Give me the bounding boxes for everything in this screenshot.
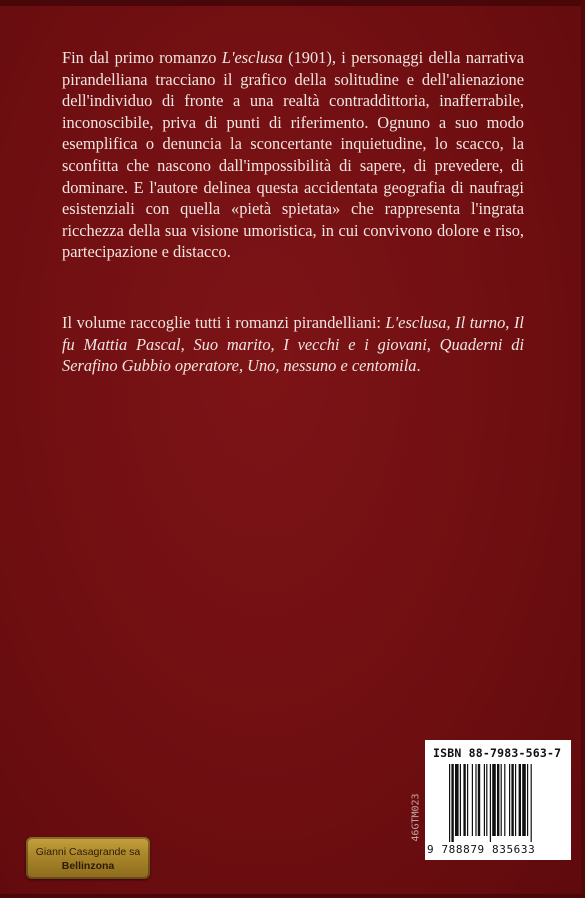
barcode-bar — [451, 764, 453, 842]
vertical-code-text: 46GTM023 — [410, 793, 422, 842]
sticker-line-1: Gianni Casagrande sa — [35, 846, 141, 858]
barcode-bar — [504, 764, 505, 836]
barcode-bar — [463, 764, 465, 836]
isbn-text: ISBN 88-7983-563-7 — [433, 746, 562, 760]
barcode-bar — [475, 764, 476, 836]
blurb-1-rest: (1901), i personaggi della narrativa pirandelliana tracciano il grafico della solitudine e dell'alienazione dell'individuo di fronte a una realtà contraddittoria, inafferrabile, inconoscibile, priva di punti di riferimento. Ognuno a suo modo esemplifica o denuncia la sconcertante inquietudine, lo scacco, la sconfitta che nascono dall'impossibilità di sapere, di prevedere, di dominare. E l'autore delinea questa accidentata geografia di naufragi esistenziali con quella «pietà spietata» che rappresenta l'ingrata ricchezza della sua visione umoristica, in cui convivono dolore e riso, partecipazione e distacco. — [62, 48, 524, 262]
blurb-2-end: . — [416, 356, 421, 376]
cover-right-edge — [581, 0, 585, 898]
barcode-bar — [486, 764, 487, 836]
barcode-bar — [497, 764, 499, 836]
sticker-line-2: Bellinzona — [61, 860, 115, 872]
barcode-bar — [519, 764, 521, 836]
barcode-label — [425, 740, 571, 860]
blurb-2-titles: L'esclusa, Il turno, Il fu Mattia Pascal, Suo marito, I vecchi e i giovani, Quaderni di Serafino Gubbio operatore, Uno, nessuno e centomila — [62, 313, 524, 376]
blurb-1-lead: Fin dal primo romanzo — [62, 48, 222, 67]
barcode-icon — [449, 764, 561, 842]
barcode-bar — [531, 764, 532, 842]
barcode-bar — [501, 764, 502, 836]
barcode-bar — [449, 764, 450, 842]
barcode-bar — [522, 764, 526, 836]
blurb-paragraph-2 — [62, 312, 524, 377]
blurb-1-title: L'esclusa — [221, 48, 283, 67]
barcode-bar — [472, 764, 473, 836]
barcode-bar — [455, 764, 459, 836]
ean-digits: 9 788879 835633 — [427, 843, 536, 856]
barcode-bar — [515, 764, 516, 836]
barcode-bar — [460, 764, 461, 836]
vertical-product-code — [408, 790, 422, 850]
barcode-bar — [484, 764, 485, 836]
barcode-bar — [511, 764, 513, 836]
blurb-2-lead: Il volume raccoglie tutti i romanzi pirandelliani: — [62, 313, 386, 332]
barcode-bar — [527, 764, 528, 836]
barcode-bar — [509, 764, 510, 836]
barcode-bar — [467, 764, 468, 836]
blurb-paragraph-1 — [62, 47, 524, 263]
cover-bottom-edge — [0, 894, 585, 898]
bookseller-sticker — [26, 837, 150, 879]
barcode-bar — [492, 764, 496, 836]
barcode-bar — [490, 764, 491, 842]
cover-top-edge — [0, 0, 585, 6]
barcode-bar — [478, 764, 480, 836]
